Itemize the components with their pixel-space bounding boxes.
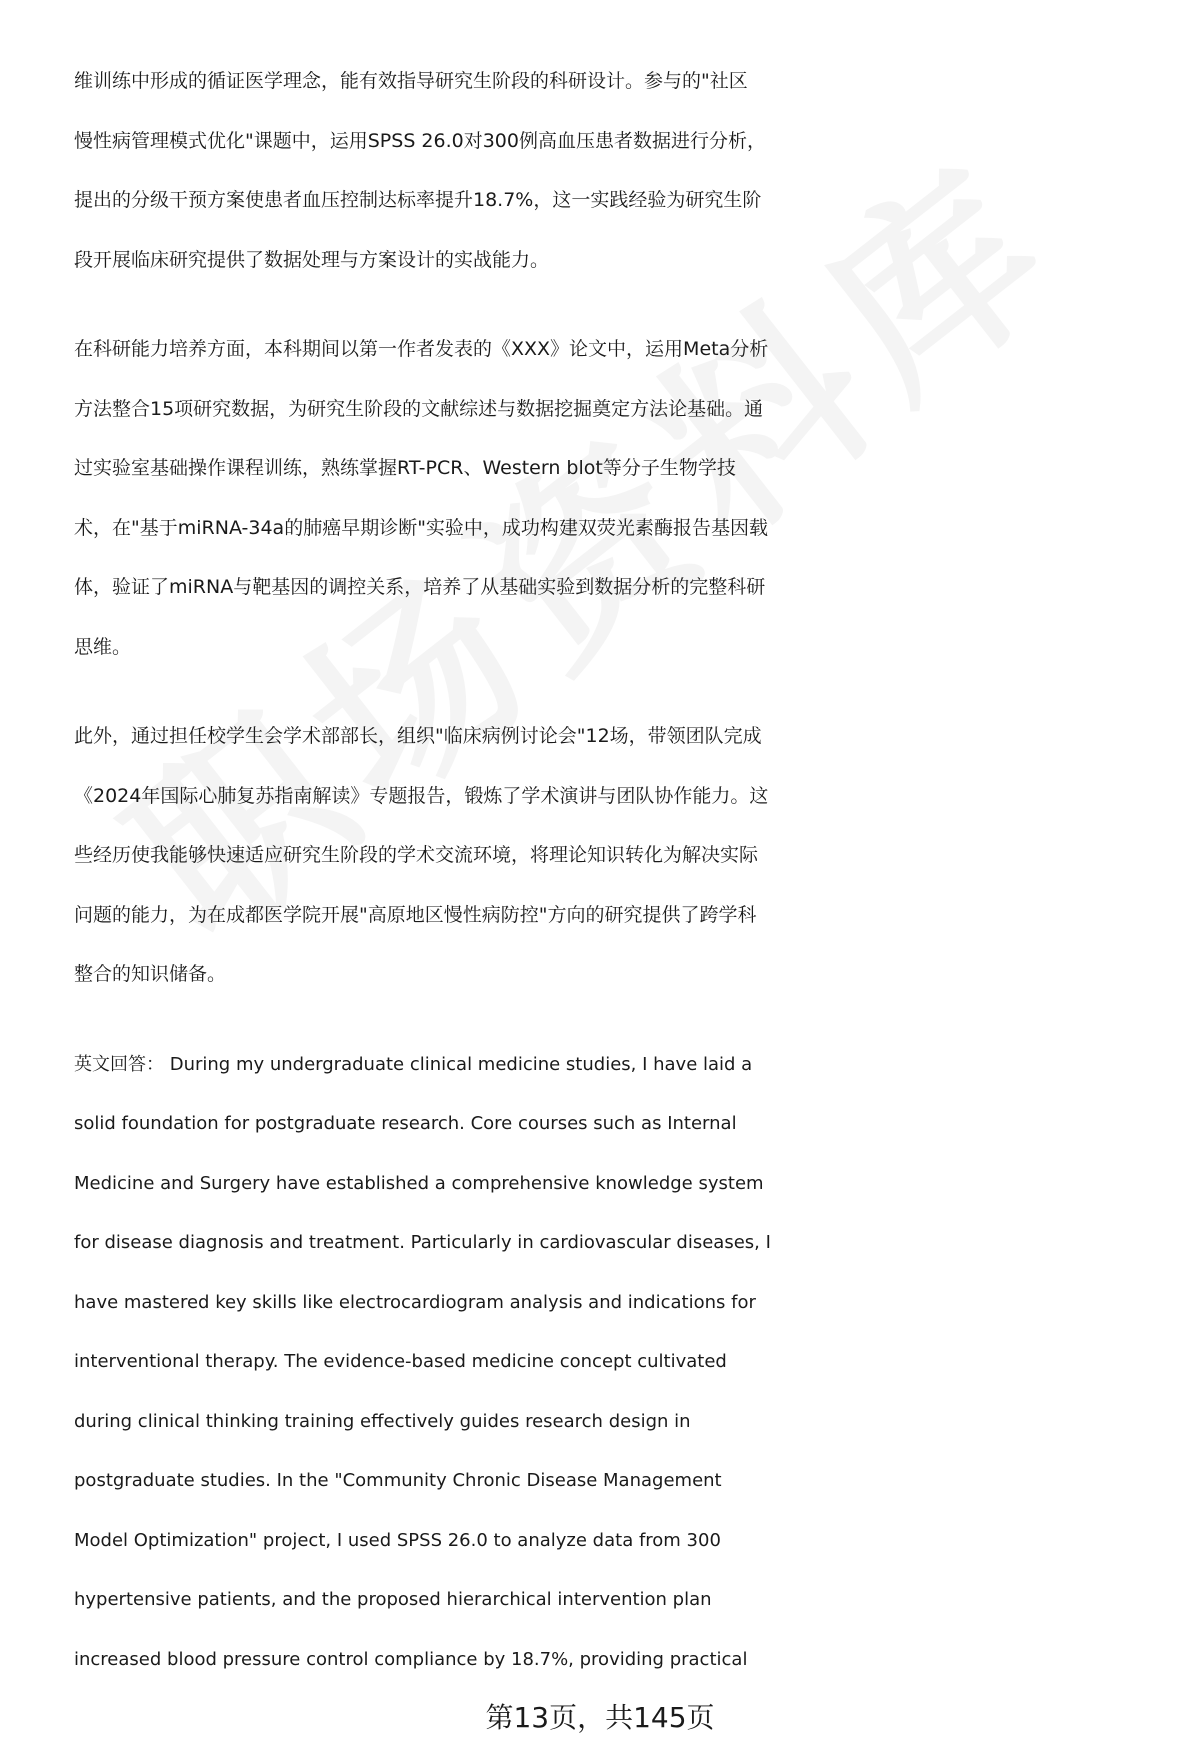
text-line: 《2024年国际心肺复苏指南解读》专题报告，锻炼了学术演讲与团队协作能力。这 (74, 784, 769, 807)
text-line: 术，在"基于miRNA-34a的肺癌早期诊断"实验中，成功构建双荧光素酶报告基因载 (74, 516, 768, 539)
text-line: 问题的能力，为在成都医学院开展"高原地区慢性病防控"方向的研究提供了跨学科 (74, 903, 757, 926)
text-line: increased blood pressure control compliance by 18.7%, providing practical (74, 1648, 748, 1670)
text-line: 维训练中形成的循证医学理念，能有效指导研究生阶段的科研设计。参与的"社区 (74, 70, 748, 92)
text-line: postgraduate studies. In the "Community Chronic Disease Management (74, 1470, 722, 1491)
document-body (74, 52, 1164, 1689)
page-number: 第13页，共145页 (485, 1701, 715, 1734)
text-line: Model Optimization" project, I used SPSS 26.0 to analyze data from 300 (74, 1529, 721, 1551)
text-line: for disease diagnosis and treatment. Particularly in cardiovascular diseases, I (74, 1232, 771, 1253)
text-line: solid foundation for postgraduate research. Core courses such as Internal (74, 1113, 737, 1134)
text-line: 整合的知识储备。 (74, 963, 227, 985)
text-line: 提出的分级干预方案使患者血压控制达标率提升18.7%，这一实践经验为研究生阶 (74, 189, 762, 211)
paragraph-gap (74, 290, 1164, 320)
text-line: 体，验证了miRNA与靶基因的调控关系，培养了从基础实验到数据分析的完整科研 (74, 576, 766, 598)
text-line: 在科研能力培养方面，本科期间以第一作者发表的《XXX》论文中，运用Meta分析 (74, 338, 769, 360)
paragraph-english (74, 1035, 1164, 1690)
text-line: during clinical thinking training effectively guides research design in (74, 1410, 691, 1432)
text-line: have mastered key skills like electrocardiogram analysis and indications for (74, 1291, 756, 1313)
text-line: 些经历使我能够快速适应研究生阶段的学术交流环境，将理论知识转化为解决实际 (74, 844, 759, 866)
text-line: 方法整合15项研究数据，为研究生阶段的文献综述与数据挖掘奠定方法论基础。通 (74, 397, 764, 420)
paragraph-gap (74, 1005, 1164, 1035)
paragraph-gap (74, 677, 1164, 707)
text-line: 英文回答： During my undergraduate clinical medicine studies, I have laid a (74, 1053, 753, 1075)
text-line: 思维。 (74, 635, 132, 658)
text-line: 过实验室基础操作课程训练，熟练掌握RT-PCR、Western blot等分子生物学技 (74, 457, 736, 479)
paragraph (74, 707, 1164, 1005)
text-line: Medicine and Surgery have established a comprehensive knowledge system (74, 1172, 764, 1194)
text-line: interventional therapy. The evidence-based medicine concept cultivated (74, 1351, 727, 1372)
text-line: 慢性病管理模式优化"课题中，运用SPSS 26.0对300例高血压患者数据进行分析， (74, 129, 766, 152)
text-line: hypertensive patients, and the proposed hierarchical intervention plan (74, 1589, 712, 1610)
paragraph (74, 320, 1164, 677)
text-line: 此外，通过担任校学生会学术部部长，组织"临床病例讨论会"12场，带领团队完成 (74, 725, 762, 747)
text-line: 段开展临床研究提供了数据处理与方案设计的实战能力。 (74, 248, 550, 271)
paragraph (74, 52, 1164, 290)
